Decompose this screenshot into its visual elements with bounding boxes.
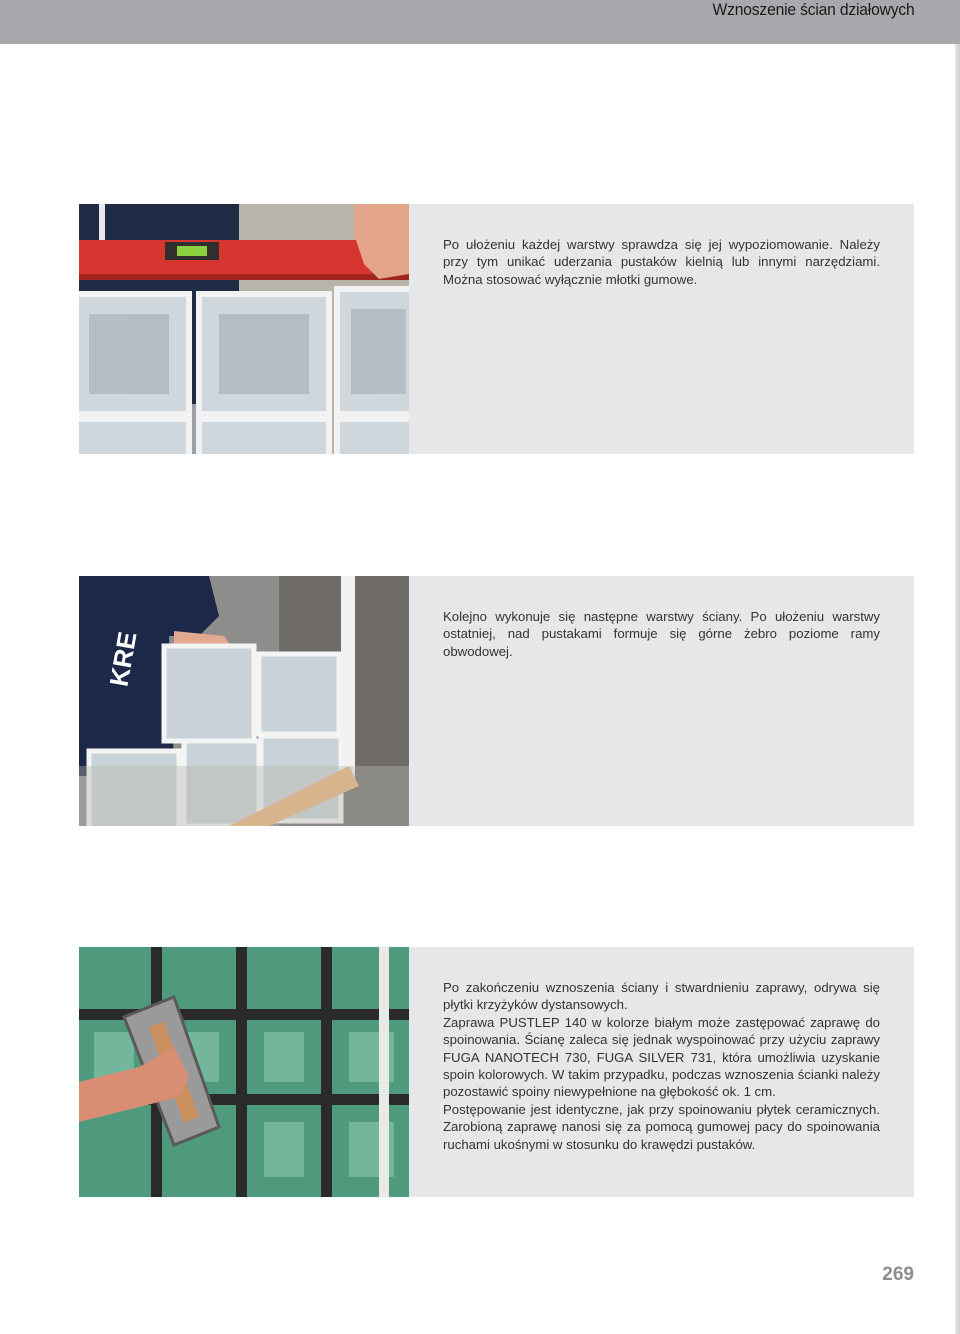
step-panel-2 <box>79 576 914 826</box>
grouting-glass-blocks-photo <box>79 947 409 1197</box>
step-description-2 <box>443 608 880 660</box>
step-panel-1 <box>79 204 914 454</box>
step-paragraph: Po ułożeniu każdej warstwy sprawdza się jej wypoziomowanie. Należy przy tym unikać uderzania pustaków kielnią lub innymi narzędziami. Można stosować wyłącznie młotki gumowe. <box>443 237 880 287</box>
step-description-1 <box>443 236 880 288</box>
page-edge <box>955 44 960 1334</box>
step-panel-3 <box>79 947 914 1197</box>
step-paragraph: Po zakończeniu wznoszenia ściany i stwardnieniu zaprawy, odrywa się płytki krzyżyków dystansowych. <box>443 980 880 1013</box>
laying-glass-blocks-photo <box>79 576 409 826</box>
step-paragraph: Zaprawa PUSTLEP 140 w kolorze białym może zastępować zaprawę do spoinowania. Ścianę zaleca się jednak wyspoinować przy użyciu zaprawy FUGA NANOTECH 730, FUGA SILVER 731, która umożliwia uzyskanie spoin kolorowych. W takim przypadku, podczas wznoszenia ścianki należy pozostawić spoiny niewypełnione na głębokość ok. 1 cm. <box>443 1014 880 1100</box>
step-description-3 <box>443 979 880 1153</box>
spirit-level-on-glass-blocks-photo <box>79 204 409 454</box>
page-number: 269 <box>882 1264 914 1285</box>
page-title: Wznoszenie ścian działowych <box>712 0 914 19</box>
step-paragraph: Kolejno wykonuje się następne warstwy ściany. Po ułożeniu warstwy ostatniej, nad pustakami formuje się górne żebro poziome ramy obwodowej. <box>443 609 880 659</box>
header-bar <box>0 0 960 44</box>
step-paragraph: Postępowanie jest identyczne, jak przy spoinowaniu płytek ceramicznych. Zarobioną zaprawę nanosi się za pomocą gumowej pacy do spoinowania ruchami ukośnymi w stosunku do krawędzi pustaków. <box>443 1101 880 1152</box>
svg-text:KRE: KRE <box>103 629 143 689</box>
